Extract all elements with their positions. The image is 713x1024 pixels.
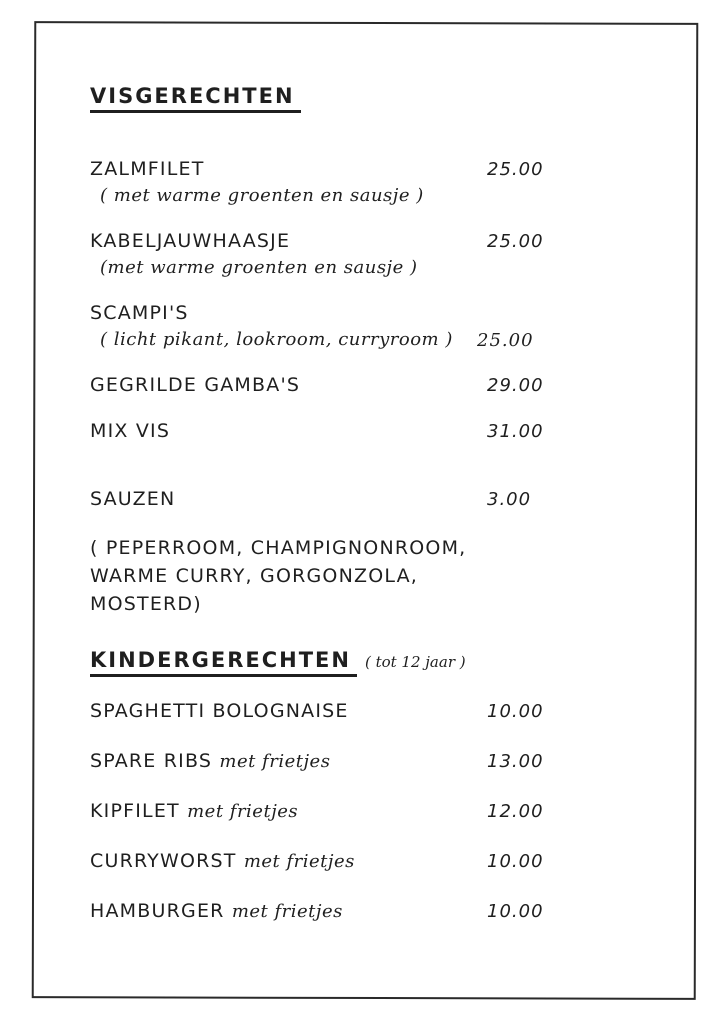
section-title-kindergerechten	[90, 648, 650, 672]
menu-content	[90, 84, 650, 922]
item-note	[90, 257, 650, 278]
item-name: ZALMFILET	[90, 158, 205, 180]
sauces-note-line: ( PEPERROOM, CHAMPIGNONROOM,	[90, 537, 467, 559]
item-name-suffix: met frietjes	[187, 801, 299, 822]
item-name: SAUZEN	[90, 488, 176, 510]
menu-item-curryworst	[90, 850, 650, 872]
menu-item-zalmfilet	[90, 158, 650, 180]
item-price: 25.00	[487, 231, 544, 252]
item-note	[90, 185, 650, 206]
item-name: CURRYWORST	[90, 850, 237, 872]
item-price: 25.00	[487, 159, 544, 180]
sauces-note-line: MOSTERD)	[90, 593, 202, 615]
item-name-suffix: met frietjes	[219, 751, 331, 772]
item-note-text: (met warme groenten en sausje )	[100, 257, 418, 278]
item-price: 29.00	[487, 375, 544, 396]
section-title-text: VISGERECHTEN	[90, 84, 301, 113]
item-price: 31.00	[487, 421, 544, 442]
sauces-note	[90, 534, 650, 618]
item-price: 10.00	[487, 701, 544, 722]
menu-item-kabeljauwhaasje	[90, 230, 650, 252]
menu-item-spare-ribs	[90, 750, 650, 772]
item-name: SPARE RIBS	[90, 750, 213, 772]
menu-item-mix-vis	[90, 420, 650, 442]
item-price: 10.00	[487, 901, 544, 922]
item-price: 13.00	[487, 751, 544, 772]
item-name: KABELJAUWHAASJE	[90, 230, 291, 252]
menu-item-kipfilet	[90, 800, 650, 822]
item-price: 25.00	[477, 330, 534, 351]
item-name: KIPFILET	[90, 800, 180, 822]
item-note-text: ( met warme groenten en sausje )	[100, 185, 424, 206]
section-title-visgerechten	[90, 84, 650, 108]
item-price: 10.00	[487, 851, 544, 872]
item-price: 3.00	[487, 489, 532, 510]
section-title-text: KINDERGERECHTEN	[90, 648, 357, 677]
item-name-suffix: met frietjes	[231, 901, 343, 922]
item-name-suffix: met frietjes	[243, 851, 355, 872]
item-name: SPAGHETTI BOLOGNAISE	[90, 700, 349, 722]
item-name: MIX VIS	[90, 420, 171, 442]
item-name: HAMBURGER	[90, 900, 225, 922]
item-note-text: ( licht pikant, lookroom, curryroom )	[100, 329, 453, 350]
item-note	[90, 329, 650, 350]
item-name: GEGRILDE GAMBA'S	[90, 374, 301, 396]
menu-item-hamburger	[90, 900, 650, 922]
menu-item-gegrilde-gambas	[90, 374, 650, 396]
section-title-suffix: ( tot 12 jaar )	[364, 653, 466, 671]
item-price: 12.00	[487, 801, 544, 822]
menu-item-scampis	[90, 302, 650, 324]
menu-item-spaghetti-bolognaise	[90, 700, 650, 722]
item-name: SCAMPI'S	[90, 302, 189, 324]
sauces-note-line: WARME CURRY, GORGONZOLA,	[90, 565, 419, 587]
menu-item-sauzen	[90, 488, 650, 510]
